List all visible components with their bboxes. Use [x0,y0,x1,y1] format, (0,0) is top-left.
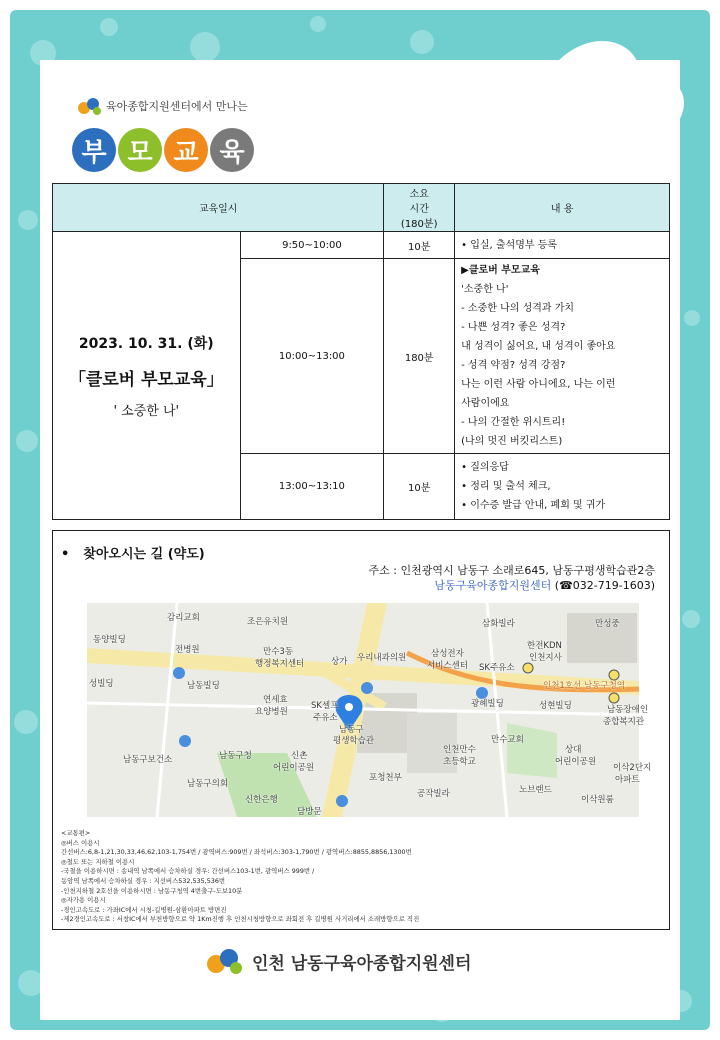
map-label: 전병원 [175,645,200,655]
time-cell: 10:00~13:00 [240,259,384,454]
map-label: 감리교회 [167,613,200,623]
map-label: 인천만수 [443,745,476,755]
map-label: 동양빌딩 [93,635,126,645]
center-logo-icon [204,946,244,976]
map-label: 상대 [565,745,582,755]
map-label: 담방문 [297,807,322,817]
phone-number: (☎032-719-1603) [554,579,655,592]
content-cell [455,232,670,259]
map-label: 조은유치원 [247,617,289,627]
map-label: 성빌딩 [89,679,114,689]
map-label: 한전KDN [527,641,562,651]
map-label: 신촌 [291,751,308,761]
content-line: '소중한 나' [461,284,509,295]
map-label: 만수교회 [491,735,524,745]
map-label: 노브랜드 [519,785,552,795]
org-link[interactable]: 남동구육아종합지원센터 [434,579,552,592]
transport-line: 간선버스:6,8-1,21,30,33,46,62,103-1,754번 / 광역버스:909번 / 좌석버스:303-1,790번 / 광역버스:8855,8856,1300번 [61,848,412,857]
map-label: 남동구청 [219,751,252,761]
content-line: • 이수증 발급 안내, 폐회 및 귀가 [461,500,606,511]
address-text: 주소 : 인천광역시 남동구 소래로645, 남동구평생학습관2층 [368,564,655,577]
map-label: 이삭2단지 [613,763,652,773]
header-subtitle [76,94,248,118]
map-label: 광혜빌딩 [471,699,504,709]
content-line: 사람이에요 [461,398,510,409]
map-label: 인천지사 [529,653,562,663]
program-title: 「클로버 부모교육」 [68,369,224,390]
content-cell [455,259,670,454]
address-block [369,563,655,593]
title-char: 교 [164,128,208,172]
title-char: 모 [118,128,162,172]
date-cell [53,232,241,520]
map-label: 이삭원룸 [581,795,614,805]
content-line: • 정리 및 출석 체크, [461,481,551,492]
map-label: 행정복지센터 [255,659,305,669]
page-title [72,128,254,172]
transport-line: 동암역 남쪽에서 승차하실 경우 : 지선버스532,535,536번 [61,876,226,885]
map-label: 포청천부 [369,773,402,783]
map-label: 주유소 [313,713,338,723]
transport-line: -경인고속도로 : 가좌IC에서 시청-길병원-삼환아파트 방면진 [61,905,227,914]
directions-title-text: 찾아오시는 길 (약도) [83,547,205,562]
map-label: 만성중 [595,619,620,629]
map-label: 어린이공원 [273,763,315,773]
content-line: - 나쁜 성격? 좋은 성격? [461,322,566,333]
content-line: 내 성격이 싫어요, 내 성격이 좋아요 [461,341,616,352]
duration-cell: 10분 [384,232,455,259]
map-label: 공작빌라 [417,789,450,799]
footer-org-name: 인천 남동구육아종합지원센터 [252,953,472,974]
transport-info [61,829,661,925]
program-quote: ' 소중한 나' [113,403,180,419]
map-label: SK셀프 [311,701,339,711]
bullet-icon: • [61,547,70,562]
directions-section [52,530,670,930]
map-label: 우리내과의원 [357,653,407,663]
schedule-table [52,183,670,520]
table-header-row [53,184,670,232]
duration-cell: 180분 [384,259,455,454]
map-label: 남동구 [339,725,364,735]
map-label: 남동구의회 [187,779,229,789]
map-label: SK주유소 [479,663,515,673]
directions-title [61,543,205,562]
content-line: • 입실, 출석명부 등록 [461,239,558,251]
table-row [53,232,670,259]
map-label: 신한은행 [245,795,278,805]
map-label: 상가 [331,657,348,667]
map-label: 성현빌딩 [539,701,572,711]
header-date: 교육일시 [53,184,384,232]
transport-line: ◎자가용 이용시 [61,896,106,905]
map-label: 남동구보건소 [123,755,173,765]
map-label: 남동빌딩 [187,681,220,691]
title-char: 육 [210,128,254,172]
footer [204,946,471,976]
session-date: 2023. 10. 31. (화) [78,335,214,352]
header-content: 내 용 [455,184,670,232]
header-duration-l2: 시간 [409,204,429,215]
map-label: 남동장애인 [607,705,649,715]
duration-cell: 10분 [384,454,455,520]
map-label: 서비스센터 [427,661,469,671]
map-label: 삼성전자 [431,649,464,659]
transport-line: -인천지하철 2호선을 이용하시면 : 남동구청역 4번출구-도보10분 [61,886,243,895]
content-line: - 소중한 나의 성격과 가치 [461,303,575,314]
title-char: 부 [72,128,116,172]
map-label: 만수3동 [263,647,294,657]
header-duration [384,184,455,232]
transport-line: ◎버스 이용시 [61,838,100,847]
center-logo-icon [76,94,102,118]
header-duration-l1: 소요 [409,189,429,200]
header-duration-l3: (180분) [400,219,438,230]
content-line: - 성격 약점? 성격 강점? [461,360,566,371]
transport-line: -국철을 이용하시면 : 송내역 남쪽에서 승차하실 경우: 간선버스103-1번, 광역버스 999번 / [61,867,315,876]
map-label: 아파트 [615,775,640,785]
content-cell [455,454,670,520]
time-cell: 13:00~13:10 [240,454,384,520]
content-line: 나는 이런 사람 아니에요, 나는 이런 [461,379,616,390]
content-line: (나의 멋진 버킷리스트) [461,436,563,447]
map-label: 어린이공원 [555,757,597,767]
map-label: 삼화빌라 [482,619,515,629]
location-map[interactable] [87,603,652,817]
transport-line: -제2경인고속도로 : 서창IC에서 부천방향으로 약 1Km진행 후 인천시청방향으로 좌회전 후 길병원 사거리에서 소래방향으로 직진 [61,915,420,924]
content-line: • 질의응답 [461,462,509,473]
content-line: - 나의 간절한 위시트리! [461,417,566,428]
map-label: 초등학교 [443,757,476,767]
time-cell: 9:50~10:00 [240,232,384,259]
map-label: 인천1호선 남동구청역 [543,681,626,691]
transport-line: <교통편> [61,829,91,837]
map-label: 요양병원 [255,707,288,717]
map-label: 평생학습관 [333,736,375,746]
content-line: ▶클로버 부모교육 [461,265,540,276]
map-label: 연세효 [263,695,288,705]
subtitle-text: 육아종합지원센터에서 만나는 [106,100,248,113]
transport-line: ◎철도 또는 지하철 이용시 [61,857,135,866]
map-label: 종합복지관 [603,717,645,727]
